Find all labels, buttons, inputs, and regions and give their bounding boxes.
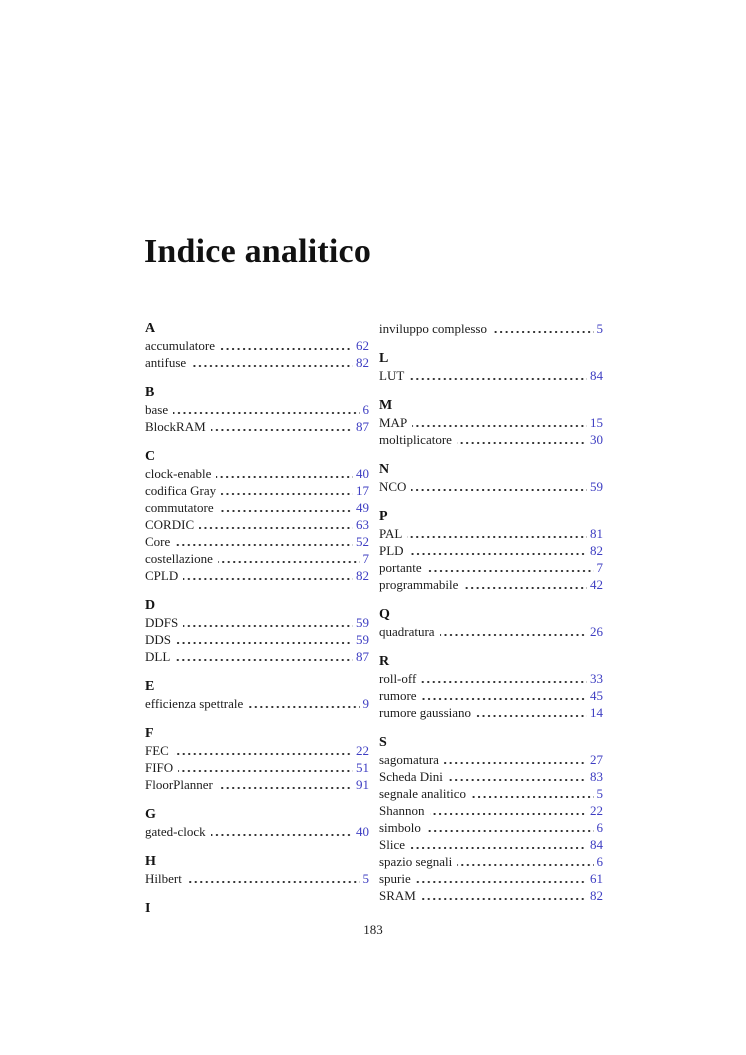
index-group-letter: N (379, 462, 390, 477)
dot-leader (176, 642, 353, 644)
index-term: Hilbert (145, 871, 182, 886)
index-group (379, 653, 603, 721)
index-group-letter: C (145, 449, 156, 464)
dot-leader (219, 510, 353, 512)
dot-leader (463, 587, 587, 589)
index-term: DLL (145, 649, 171, 664)
dot-leader (211, 429, 353, 431)
index-entry (379, 525, 603, 542)
index-term: base (145, 402, 169, 417)
index-entry (145, 418, 369, 435)
dot-leader (211, 834, 353, 836)
index-entry (379, 870, 603, 887)
index-term: BlockRAM (145, 419, 206, 434)
index-page-link[interactable]: 42 (590, 577, 603, 592)
index-page-link[interactable]: 22 (356, 743, 369, 758)
index-term: DDFS (145, 615, 179, 630)
index-term: clock-enable (145, 466, 212, 481)
index-page-link[interactable]: 91 (356, 777, 369, 792)
dot-leader (444, 762, 587, 764)
dot-leader (471, 796, 594, 798)
index-entry (145, 465, 369, 482)
index-page-link[interactable]: 33 (590, 671, 603, 686)
index-page-link[interactable]: 6 (596, 820, 603, 835)
index-page-link[interactable]: 22 (590, 803, 603, 818)
index-term: segnale analitico (379, 786, 466, 801)
dot-leader (248, 706, 359, 708)
index-group (379, 320, 603, 337)
dot-leader (430, 813, 588, 815)
index-entry (145, 742, 369, 759)
index-page-link[interactable]: 62 (356, 338, 369, 353)
index-group (379, 397, 603, 448)
index-group-letter: F (145, 726, 154, 741)
index-group-letter: D (145, 598, 156, 613)
index-page-link[interactable]: 82 (590, 888, 603, 903)
index-term: Core (145, 534, 171, 549)
index-page-link[interactable]: 6 (362, 402, 369, 417)
dot-leader (218, 561, 360, 563)
index-term: FloorPlanner (145, 777, 213, 792)
index-page-link[interactable]: 59 (590, 479, 603, 494)
index-page-link[interactable]: 63 (356, 517, 369, 532)
index-term: programmabile (379, 577, 459, 592)
dot-leader (412, 425, 587, 427)
index-term: LUT (379, 368, 405, 383)
dot-leader (175, 659, 353, 661)
dot-leader (199, 527, 353, 529)
index-term: rumore (379, 688, 417, 703)
index-page-link[interactable]: 59 (356, 632, 369, 647)
index-entry (379, 802, 603, 819)
index-group (145, 448, 369, 584)
index-page-link[interactable]: 9 (362, 696, 369, 711)
index-term: MAP (379, 415, 408, 430)
index-term: simbolo (379, 820, 421, 835)
index-entry (145, 776, 369, 793)
index-page-link[interactable]: 17 (356, 483, 369, 498)
dot-leader (457, 864, 593, 866)
index-entry (145, 516, 369, 533)
index-page-link[interactable]: 6 (596, 854, 603, 869)
dot-leader (174, 753, 353, 755)
index-group-letter: B (145, 385, 155, 400)
index-page-link[interactable]: 87 (356, 649, 369, 664)
index-term: codifica Gray (145, 483, 217, 498)
folio-page-number: 183 (363, 922, 383, 937)
index-entry (145, 614, 369, 631)
dot-leader (410, 847, 587, 849)
dot-leader (178, 770, 353, 772)
index-page-link[interactable]: 27 (590, 752, 603, 767)
dot-leader (492, 331, 594, 333)
index-entry (145, 550, 369, 567)
index-group-letter: P (379, 509, 388, 524)
index-group (145, 725, 369, 793)
dot-leader (411, 489, 587, 491)
index-group (145, 320, 369, 371)
index-entry (379, 576, 603, 593)
index-term: DDS (145, 632, 172, 647)
index-term: efficienza spettrale (145, 696, 244, 711)
index-term: CPLD (145, 568, 179, 583)
index-column-left (145, 320, 369, 917)
dot-leader (448, 779, 587, 781)
index-term: Shannon (379, 803, 425, 818)
index-entry (379, 768, 603, 785)
index-page-link[interactable]: 7 (362, 551, 369, 566)
index-page-link[interactable]: 5 (596, 786, 603, 801)
dot-leader (421, 681, 587, 683)
index-group (145, 678, 369, 712)
index-entry (379, 836, 603, 853)
index-page-link[interactable]: 87 (356, 419, 369, 434)
index-entry (379, 785, 603, 802)
index-entry (145, 759, 369, 776)
index-group-letter: L (379, 351, 389, 366)
index-entry (379, 623, 603, 640)
index-group (145, 597, 369, 665)
index-group-letter: H (145, 854, 156, 869)
dot-leader (457, 442, 587, 444)
index-entry (145, 354, 369, 371)
index-page-link[interactable]: 52 (356, 534, 369, 549)
index-page-link[interactable]: 49 (356, 500, 369, 515)
index-entry (145, 695, 369, 712)
index-entry (379, 559, 603, 576)
index-column-right (379, 320, 603, 917)
dot-leader (476, 715, 587, 717)
index-page-link[interactable]: 51 (356, 760, 369, 775)
index-group (145, 900, 369, 917)
dot-leader (427, 570, 594, 572)
index-term: gated-clock (145, 824, 206, 839)
dot-leader (426, 830, 594, 832)
index-entry (379, 478, 603, 495)
index-term: Slice (379, 837, 405, 852)
dot-leader (422, 698, 587, 700)
index-page-link[interactable]: 81 (590, 526, 603, 541)
index-term: moltiplicatore (379, 432, 452, 447)
index-entry (379, 414, 603, 431)
index-term: antifuse (145, 355, 187, 370)
dot-leader (220, 348, 353, 350)
dot-leader (440, 634, 587, 636)
index-columns (145, 320, 603, 917)
index-term: portante (379, 560, 422, 575)
index-entry (145, 499, 369, 516)
index-group-letter: Q (379, 607, 390, 622)
index-term: quadratura (379, 624, 435, 639)
index-group (379, 606, 603, 640)
index-entry (379, 887, 603, 904)
index-term: spazio segnali (379, 854, 453, 869)
index-term: spurie (379, 871, 411, 886)
index-page-link[interactable]: 45 (590, 688, 603, 703)
dot-leader (407, 536, 587, 538)
index-group (379, 508, 603, 593)
index-entry (379, 431, 603, 448)
index-term: rumore gaussiano (379, 705, 472, 720)
index-group-letter: S (379, 735, 387, 750)
dot-leader (221, 493, 353, 495)
index-group (379, 461, 603, 495)
index-entry (379, 687, 603, 704)
index-term: costellazione (145, 551, 213, 566)
dot-leader (175, 544, 353, 546)
index-page-link[interactable]: 82 (356, 355, 369, 370)
dot-leader (191, 365, 353, 367)
index-term: SRAM (379, 888, 416, 903)
index-term: PAL (379, 526, 403, 541)
index-term: FIFO (145, 760, 174, 775)
index-term: roll-off (379, 671, 417, 686)
dot-leader (216, 476, 353, 478)
index-page-link[interactable]: 5 (596, 321, 603, 336)
index-page-link[interactable]: 40 (356, 824, 369, 839)
dot-leader (416, 881, 587, 883)
index-entry (145, 482, 369, 499)
index-term: FEC (145, 743, 169, 758)
index-entry (145, 337, 369, 354)
index-page-link[interactable]: 84 (590, 837, 603, 852)
index-group (145, 384, 369, 435)
index-group-letter: G (145, 807, 156, 822)
dot-leader (187, 881, 360, 883)
dot-leader (173, 412, 359, 414)
index-entry (379, 853, 603, 870)
index-term: commutatore (145, 500, 214, 515)
index-group (379, 350, 603, 384)
index-entry (145, 567, 369, 584)
index-group (145, 806, 369, 840)
index-term: NCO (379, 479, 407, 494)
index-entry (145, 648, 369, 665)
dot-leader (409, 553, 587, 555)
index-term: inviluppo complesso (379, 321, 487, 336)
index-entry (145, 823, 369, 840)
index-entry (379, 751, 603, 768)
index-entry (379, 670, 603, 687)
index-page-link[interactable]: 59 (356, 615, 369, 630)
index-page-link[interactable]: 61 (590, 871, 603, 886)
dot-leader (183, 578, 353, 580)
index-entry (379, 320, 603, 337)
dot-leader (218, 787, 353, 789)
index-term: Scheda Dini (379, 769, 443, 784)
index-entry (379, 367, 603, 384)
index-entry (379, 819, 603, 836)
index-group-letter: I (145, 901, 151, 916)
index-page-link[interactable]: 82 (356, 568, 369, 583)
index-page-link[interactable]: 84 (590, 368, 603, 383)
index-page-link[interactable]: 7 (596, 560, 603, 575)
index-group-letter: M (379, 398, 393, 413)
index-term: accumulatore (145, 338, 216, 353)
index-group (145, 853, 369, 887)
index-entry (145, 631, 369, 648)
index-term: sagomatura (379, 752, 439, 767)
index-entry (145, 401, 369, 418)
index-entry (379, 542, 603, 559)
dot-leader (421, 898, 587, 900)
index-group-letter: A (145, 321, 156, 336)
index-group-letter: R (379, 654, 390, 669)
index-group-letter: E (145, 679, 155, 694)
dot-leader (409, 378, 587, 380)
index-term: PLD (379, 543, 404, 558)
index-term: CORDIC (145, 517, 195, 532)
index-entry (145, 870, 369, 887)
index-page-link[interactable]: 15 (590, 415, 603, 430)
index-page-link[interactable]: 83 (590, 769, 603, 784)
index-page-link[interactable]: 40 (356, 466, 369, 481)
dot-leader (183, 625, 353, 627)
page-title: Indice analitico (144, 233, 372, 270)
index-entry (145, 533, 369, 550)
index-page-link[interactable]: 82 (590, 543, 603, 558)
index-page-link[interactable]: 30 (590, 432, 603, 447)
index-page-link[interactable]: 5 (362, 871, 369, 886)
index-group (379, 734, 603, 904)
index-page-link[interactable]: 26 (590, 624, 603, 639)
index-page-link[interactable]: 14 (590, 705, 603, 720)
index-entry (379, 704, 603, 721)
